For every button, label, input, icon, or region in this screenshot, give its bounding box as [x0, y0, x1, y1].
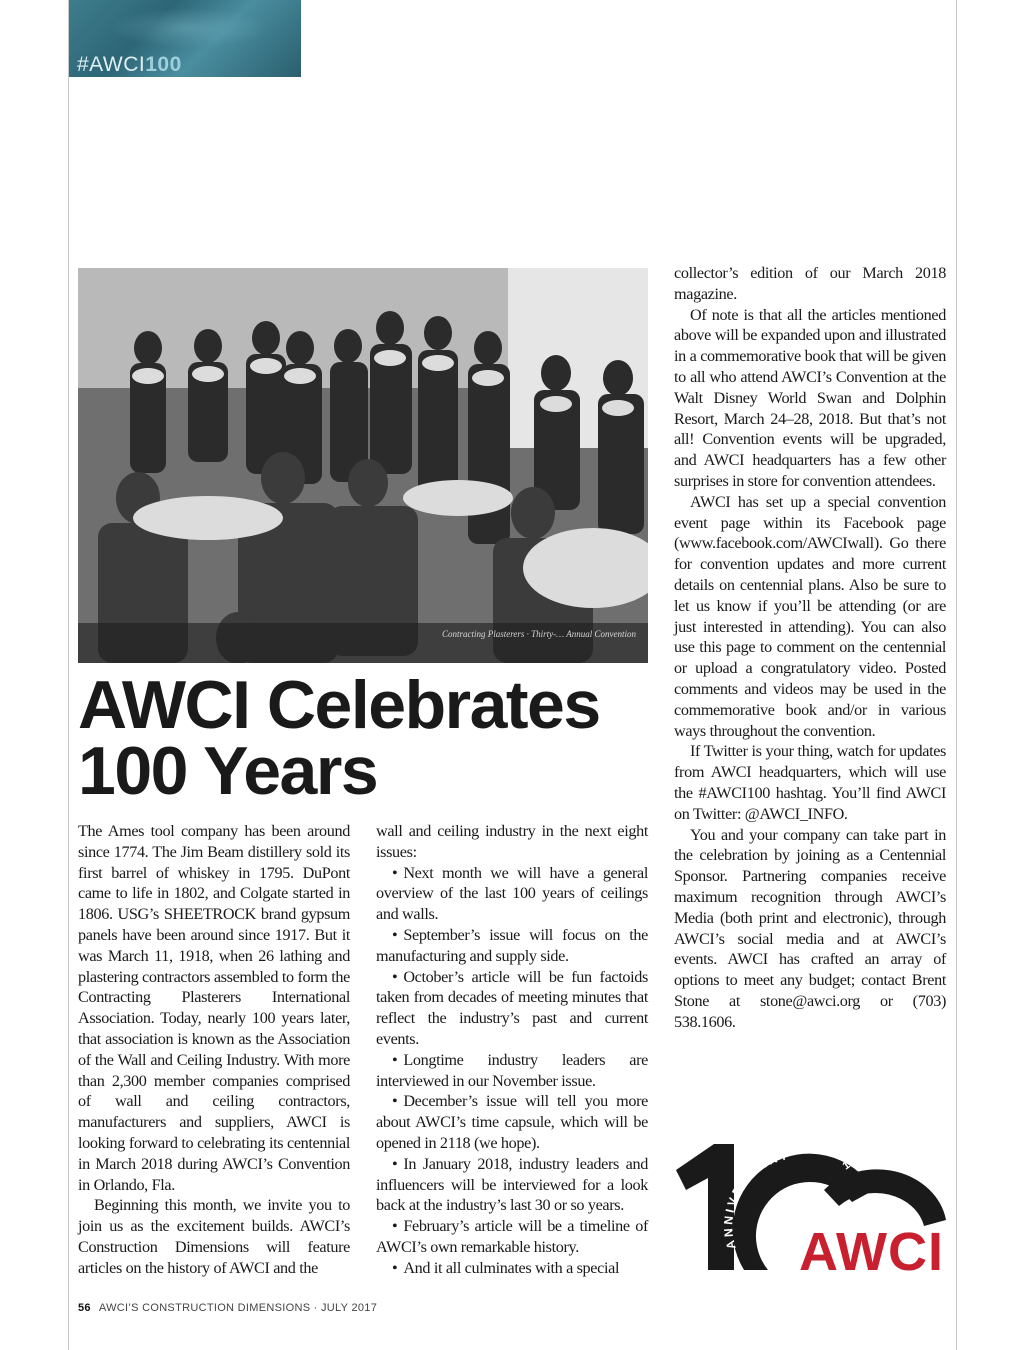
list-item-text: And it all culminates with a special — [403, 1258, 620, 1277]
page-rule-left — [68, 0, 69, 1350]
list-item — [376, 1216, 648, 1258]
page-number: 56 — [78, 1302, 91, 1314]
bullet-dot: • — [392, 1092, 398, 1111]
hashtag-banner — [69, 0, 301, 77]
photo-illustration — [78, 268, 648, 663]
col3-paragraph-5: You and your company can take part in the celebration by joining as a Centennial Sponsor. Partnering companies receive maximum recognition through AWCI’s Media (both print and electronic), through AWCI’s social media and at AWCI’s events. AWCI has crafted an array of options to meet any budget; contact Brent Stone at stone@awci.org or (703) 538.1606. — [674, 825, 946, 1031]
bullet-dot: • — [392, 967, 398, 986]
col3-paragraph-2: Of note is that all the articles mentioned above will be expanded upon and illustrated in a commemorative book that will be given to all who attend AWCI’s Convention at the Walt Disney World Swan and Dolphin Resort, March 24–28, 2018. But that’s not all! Convention events will be upgraded, and AWCI headquarters has a few other surprises in store for convention attendees. — [674, 305, 946, 490]
logo-years-text: 1918-2018 — [840, 1147, 917, 1173]
bullet-dot: • — [392, 1154, 398, 1173]
col3-paragraph-3: AWCI has set up a special convention event page within its Facebook page (www.facebook.com/AWCIwall). Go there for convention updates and more current details on centennial plans. Also be sure to let us know if you’ll be attending (or are just interested in attending). You can also use this page to comment on the centennial or upload a congratulatory video. Posted comments and videos may be used in the commemorative book and/or in various ways throughout the convention. — [674, 492, 946, 740]
list-item — [376, 925, 648, 967]
logo-brand-text: AWCI — [799, 1222, 944, 1275]
list-item — [376, 1154, 648, 1216]
col1-paragraph-2: Beginning this month, we invite you to join us as the excitement builds. AWCI’s Construction Dimensions will feature articles on the history of AWCI and the — [78, 1196, 350, 1277]
col3-paragraph-1: collector’s edition of our March 2018 magazine. — [674, 264, 946, 303]
footer-publication: AWCI’S CONSTRUCTION DIMENSIONS · JULY 2017 — [98, 1302, 378, 1314]
col2-paragraph-1: wall and ceiling industry in the next eight issues: — [376, 822, 648, 861]
article-column-2 — [376, 821, 648, 1279]
list-item-text: February’s article will be a timeline of AWCI’s own remarkable history. — [376, 1217, 648, 1256]
anniversary-logo-graphic — [674, 1130, 946, 1275]
article-headline — [78, 667, 648, 809]
list-item — [376, 863, 648, 925]
banner-number-text: 100 — [145, 53, 182, 76]
bullet-dot: • — [392, 1258, 398, 1277]
article-column-1 — [78, 821, 350, 1279]
article-column-3 — [674, 263, 946, 1032]
page-rule-right — [956, 0, 957, 1350]
banner-hash-text: #AWCI — [77, 53, 146, 76]
banner-hashtag — [77, 53, 182, 77]
list-item-text: September’s issue will focus on the manufacturing and supply side. — [376, 925, 648, 965]
col3-paragraph-4: If Twitter is your thing, watch for updates from AWCI headquarters, which will use the #AWCI100 hashtag. You’ll find AWCI on Twitter: @AWCI_INFO. — [674, 742, 946, 823]
bullet-dot: • — [392, 1217, 398, 1236]
bullet-dot: • — [392, 863, 398, 882]
bullet-dot: • — [392, 1050, 398, 1069]
list-item — [376, 1050, 648, 1092]
headline-line-1: AWCI Celebrates — [78, 667, 600, 743]
list-item-text: Next month we will have a general overview of the last 100 years of ceilings and walls. — [376, 863, 648, 924]
list-item — [376, 1258, 648, 1279]
historic-convention-photo — [78, 268, 648, 663]
photo-caption: Contracting Plasterers · Thirty-… Annual Convention — [442, 629, 636, 639]
list-item-text: In January 2018, industry leaders and influencers will be interviewed for a look back at the industry’s last 30 or so years. — [376, 1154, 648, 1215]
bullet-dot: • — [392, 925, 398, 944]
headline-line-2: 100 Years — [78, 733, 378, 809]
list-item — [376, 1091, 648, 1153]
awci-100-anniversary-logo — [674, 1130, 946, 1275]
logo-anniversary-text: ANNIVERSARY — [721, 1147, 792, 1251]
col1-paragraph-1: The Ames tool company has been around since 1774. The Jim Beam distillery sold its first barrel of whiskey in 1795. DuPont came to life in 1802, and Colgate started in 1806. USG’s SHEETROCK brand gypsum panels have been around since 1917. But it was March 11, 1918, when 26 lathing and plastering contractors assembled to form the Contracting Plasterers International Association. Today, nearly 100 years later, that association is known as the Association of the Wall and Ceiling Industry. With more than 2,300 member companies comprised of wall and ceiling contractors, manufacturers and suppliers, AWCI is looking forward to celebrating its centennial in March 2018 during AWCI’s Convention in Orlando, Fla. — [78, 822, 350, 1194]
svg-text:1918-2018 — [841, 1147, 917, 1172]
page-footer — [78, 1302, 377, 1314]
list-item-text: December’s issue will tell you more about AWCI’s time capsule, which will be opened in 2118 (we hope). — [376, 1092, 648, 1152]
list-item-text: October’s article will be fun factoids taken from decades of meeting minutes that reflect the industry’s past and current events. — [376, 967, 648, 1048]
list-item-text: Longtime industry leaders are interviewed in our November issue. — [376, 1050, 648, 1090]
list-item — [376, 967, 648, 1050]
